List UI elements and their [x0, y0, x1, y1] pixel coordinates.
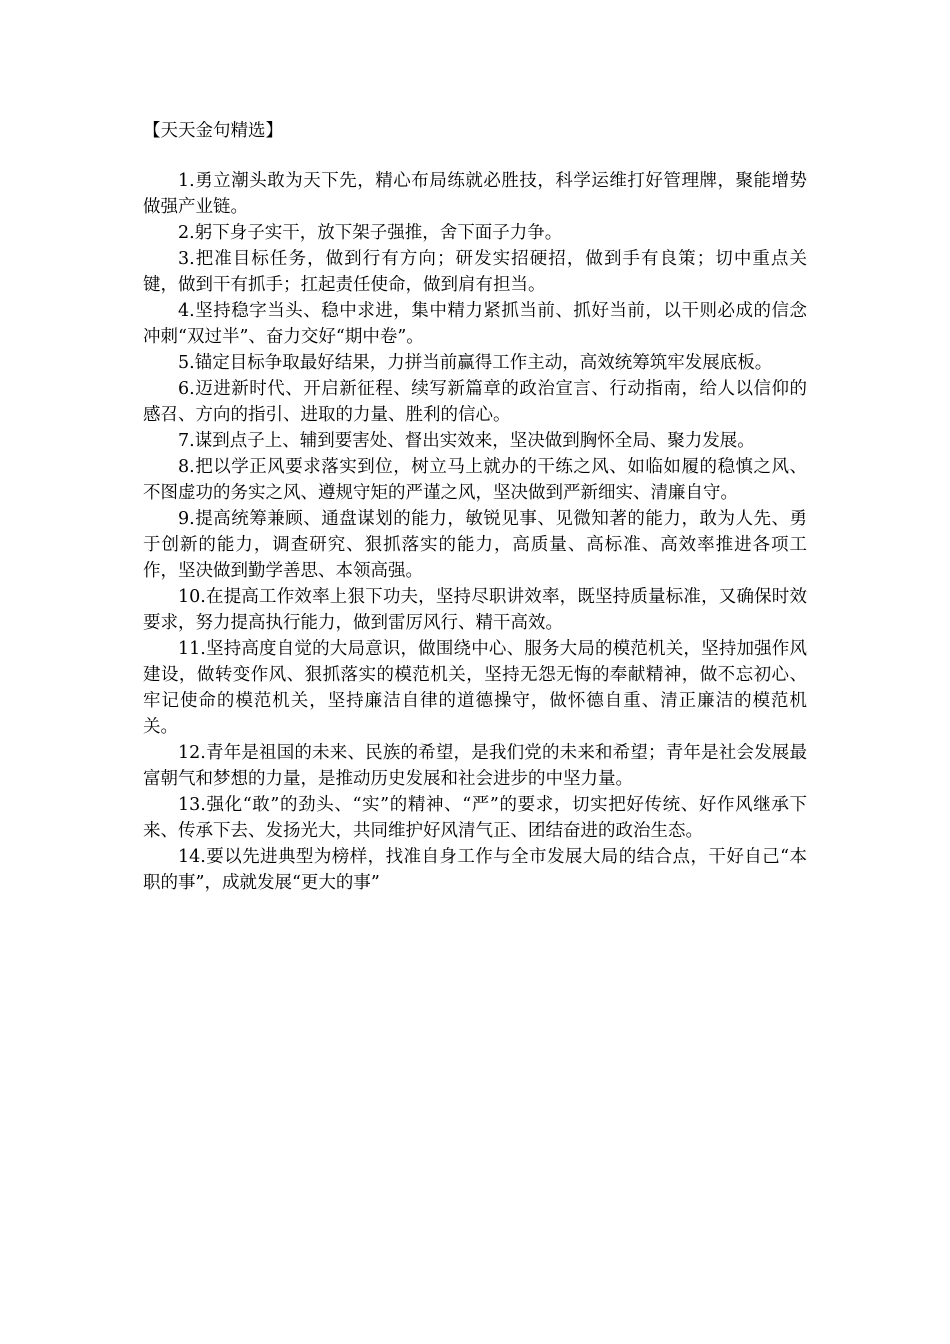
quote-item-13: 13.强化“敢”的劲头、“实”的精神、“严”的要求，切实把好传统、好作风继承下来、传承下去、发扬光大，共同维护好风清气正、团结奋进的政治生态。 — [143, 795, 807, 841]
quote-item-4: 4.坚持稳字当头、稳中求进，集中精力紧抓当前、抓好当前，以干则必成的信念冲刺“双过半”、奋力交好“期中卷”。 — [143, 301, 807, 347]
quote-item-3: 3.把准目标任务，做到行有方向；研发实招硬招，做到手有良策；切中重点关键，做到干有抓手；扛起责任使命，做到肩有担当。 — [143, 249, 807, 295]
quote-item-8: 8.把以学正风要求落实到位，树立马上就办的干练之风、如临如履的稳慎之风、不图虚功的务实之风、遵规守矩的严谨之风，坚决做到严新细实、清廉自守。 — [143, 457, 807, 503]
document-heading: 【天天金句精选】 — [143, 121, 283, 141]
quote-item-1: 1.勇立潮头敢为天下先，精心布局练就必胜技，科学运维打好管理牌，聚能增势做强产业链。 — [143, 171, 807, 217]
quote-item-14: 14.要以先进典型为榜样，找准自身工作与全市发展大局的结合点，干好自己“本职的事”，成就发展“更大的事” — [143, 847, 807, 893]
quote-item-6: 6.迈进新时代、开启新征程、续写新篇章的政治宣言、行动指南，给人以信仰的感召、方向的指引、进取的力量、胜利的信心。 — [143, 379, 807, 425]
quote-item-12: 12.青年是祖国的未来、民族的希望，是我们党的未来和希望；青年是社会发展最富朝气和梦想的力量，是推动历史发展和社会进步的中坚力量。 — [143, 743, 807, 789]
quote-item-2: 2.躬下身子实干，放下架子强推，舍下面子力争。 — [178, 223, 563, 243]
quote-item-9: 9.提高统筹兼顾、通盘谋划的能力，敏锐见事、见微知著的能力，敢为人先、勇于创新的能力，调查研究、狠抓落实的能力，高质量、高标准、高效率推进各项工作，坚决做到勤学善思、本领高强。 — [143, 509, 807, 581]
quote-item-10: 10.在提高工作效率上狠下功夫，坚持尽职讲效率，既坚持质量标准，又确保时效要求，努力提高执行能力，做到雷厉风行、精干高效。 — [143, 587, 807, 633]
quote-item-11: 11.坚持高度自觉的大局意识，做围绕中心、服务大局的模范机关，坚持加强作风建设，做转变作风、狠抓落实的模范机关，坚持无怨无悔的奉献精神，做不忘初心、牢记使命的模范机关，坚持廉洁自律的道德操守，做怀德自重、清正廉洁的模范机关。 — [143, 639, 807, 737]
quote-item-7: 7.谋到点子上、辅到要害处、督出实效来，坚决做到胸怀全局、聚力发展。 — [178, 431, 755, 451]
document-page — [143, 118, 807, 896]
quote-item-5: 5.锚定目标争取最好结果，力拼当前赢得工作主动，高效统筹筑牢发展底板。 — [178, 353, 773, 373]
